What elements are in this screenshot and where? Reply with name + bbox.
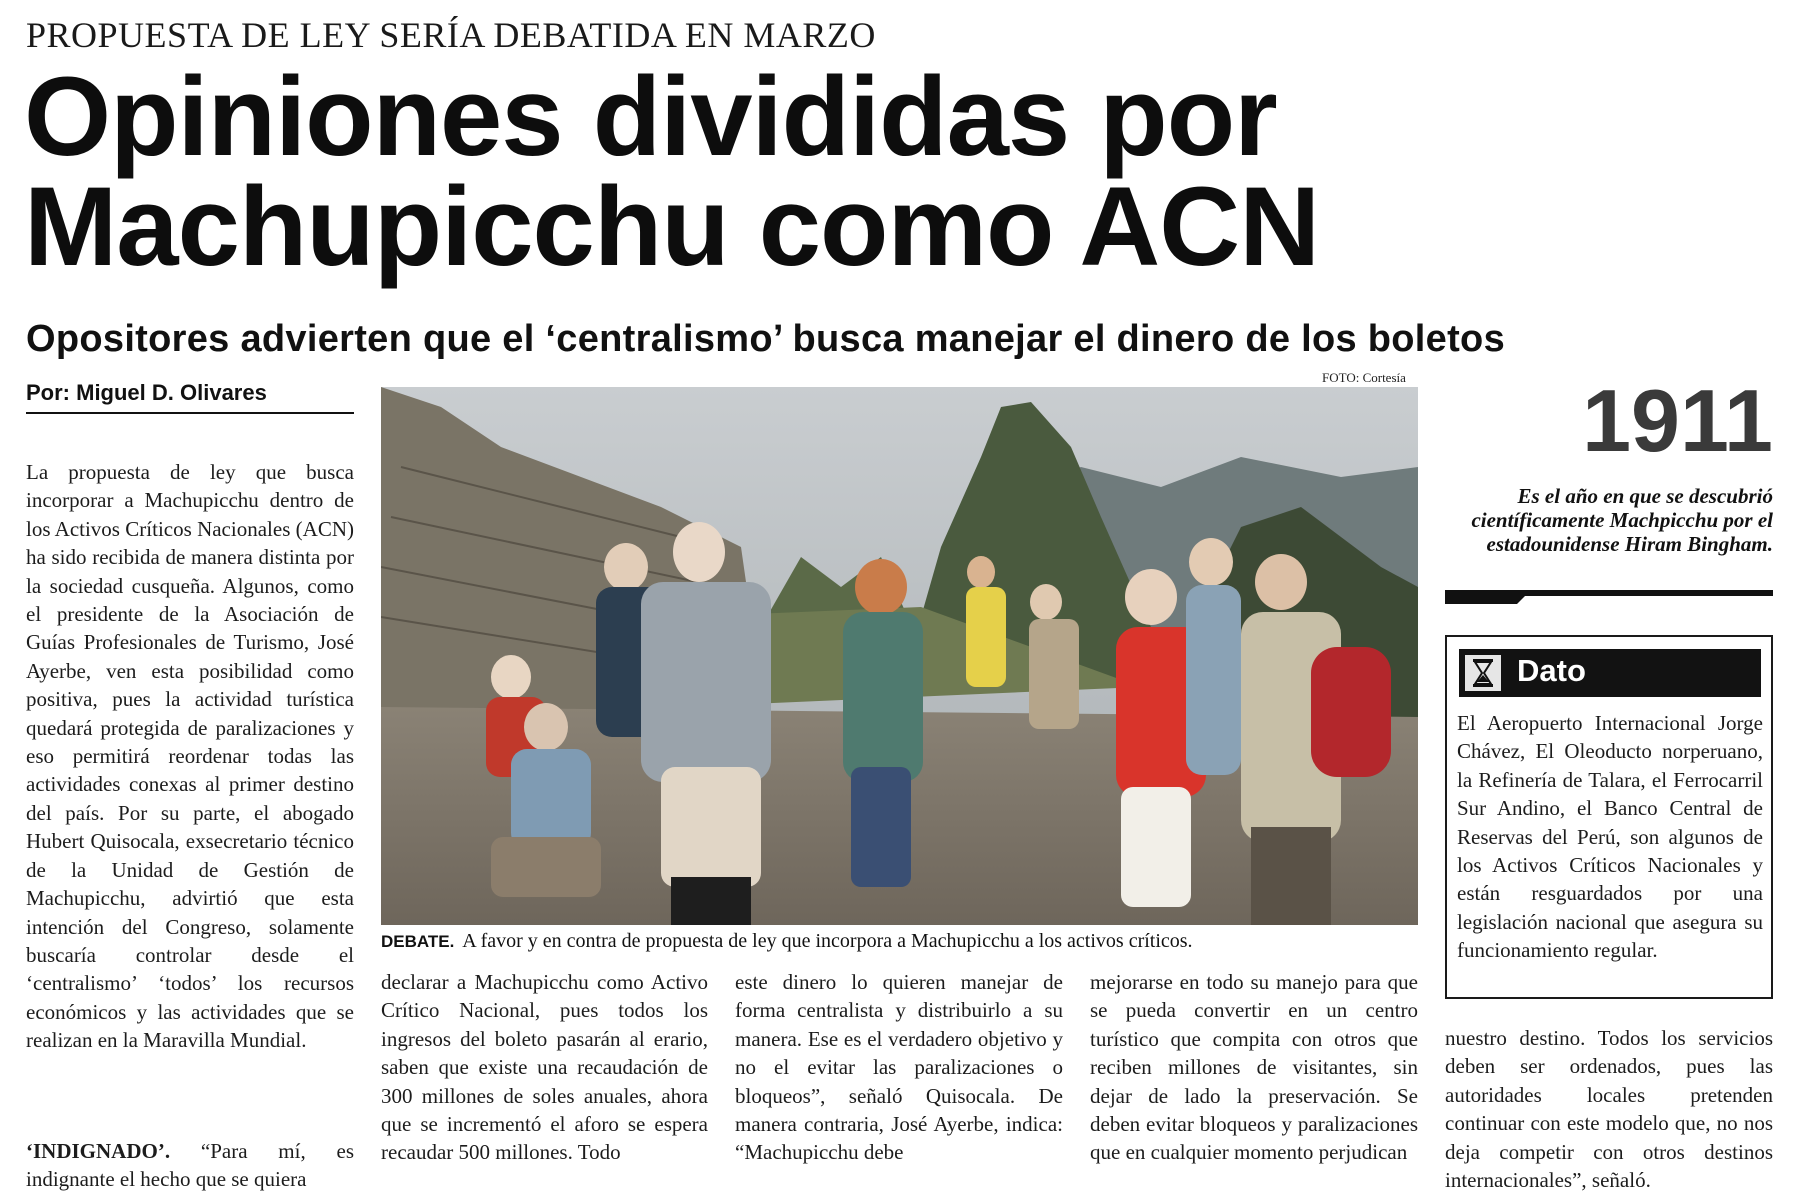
caption-text: A favor y en contra de propuesta de ley que incorpora a Machupicchu a los activos críticos. (462, 930, 1193, 952)
fact-box-title: Dato (1517, 653, 1586, 688)
highlight-year-note: Es el año en que se descubrió científicamente Machpicchu por el estadounidense Hiram Bingham. (1471, 484, 1773, 556)
article-column-5: nuestro destino. Todos los servicios deben ser ordenados, pues las autoridades locales pretenden continuar con este modelo que, no nos deja competir con otros destinos internacionales”, señaló. (1445, 1026, 1773, 1193)
article-column-3: este dinero lo quieren manejar de forma centralista y distribuirlo a su manera. Ese es el verdadero objetivo y no el evitar las paralizaciones o bloqueos”, señaló Quisocala. De manera contraria, José Ayerbe, indica: “Machupicchu debe (735, 970, 1063, 1165)
section-text: “Para mí, es indignante el hecho que se quiera (26, 1139, 355, 1192)
highlight-year: 1911 (1582, 371, 1773, 470)
fact-box-header (1459, 649, 1761, 697)
photo-caption (381, 930, 1421, 953)
fact-box (1445, 635, 1773, 999)
photo-credit: FOTO: Cortesía (1322, 370, 1406, 385)
photo-illustration (381, 387, 1418, 925)
headline-line-1: Opiniones divididas por (24, 54, 1277, 179)
section-lead: ‘INDIGNADO’. (26, 1139, 171, 1163)
article-column-1-continued (26, 1137, 354, 1194)
headline (24, 54, 1724, 289)
article-photo (381, 387, 1418, 925)
year-divider (1445, 590, 1773, 604)
headline-line-2: Machupicchu como ACN (24, 164, 1320, 289)
byline: Por: Miguel D. Olivares (26, 380, 354, 414)
fact-box-text: El Aeropuerto Internacional Jorge Chávez, El Oleoducto norperuano, la Refinería de Talara, el Ferrocarril Sur Andino, el Banco Central de Reservas del Perú, son algunos de los Activos Críticos Nacionales y están resguardados por una legislación nacional que asegura su funcionamiento regular. (1457, 711, 1763, 963)
subheadline: Opositores advierten que el ‘centralismo’ busca manejar el dinero de los boletos (26, 318, 1506, 360)
article-column-1: La propuesta de ley que busca incorporar a Machupicchu dentro de los Activos Críticos Nacionales (ACN) ha sido recibida de manera distinta por la sociedad cusqueña. Algunos, como el presidente de la Asociación de Guías Profesionales de Turismo, José Ayerbe, ven esta posibilidad como positiva, pues la actividad turística quedará protegida de paralizaciones y eso permitirá reordenar todas las actividades conexas al primer destino del país. Por su parte, el abogado Hubert Quisocala, exsecretario técnico de la Unidad de Gestión de Machupicchu, advirtió que esta intención del Congreso, solamente buscaría controlar desde el ‘centralismo’ ‘todos’ los recursos económicos y las actividades que se realizan en la Maravilla Mundial. (26, 460, 354, 1053)
hourglass-icon (1465, 655, 1501, 691)
article-column-2: declarar a Machupicchu como Activo Crítico Nacional, pues todos los ingresos del boleto pasarán al erario, saben que existe una recaudación de 300 millones de soles anuales, ahora que se incrementó el aforo se espera recaudar 500 millones. Todo (381, 970, 708, 1165)
article-column-4: mejorarse en todo su manejo para que se pueda convertir en un centro turístico que compita con otros que reciben millones de visitantes, sin dejar de lado la preservación. Se deben evitar bloqueos y paralizaciones que en cualquier momento perjudican (1090, 970, 1418, 1165)
kicker: PROPUESTA DE LEY SERÍA DEBATIDA EN MARZO (26, 15, 876, 55)
caption-tag: DEBATE. (381, 932, 455, 951)
